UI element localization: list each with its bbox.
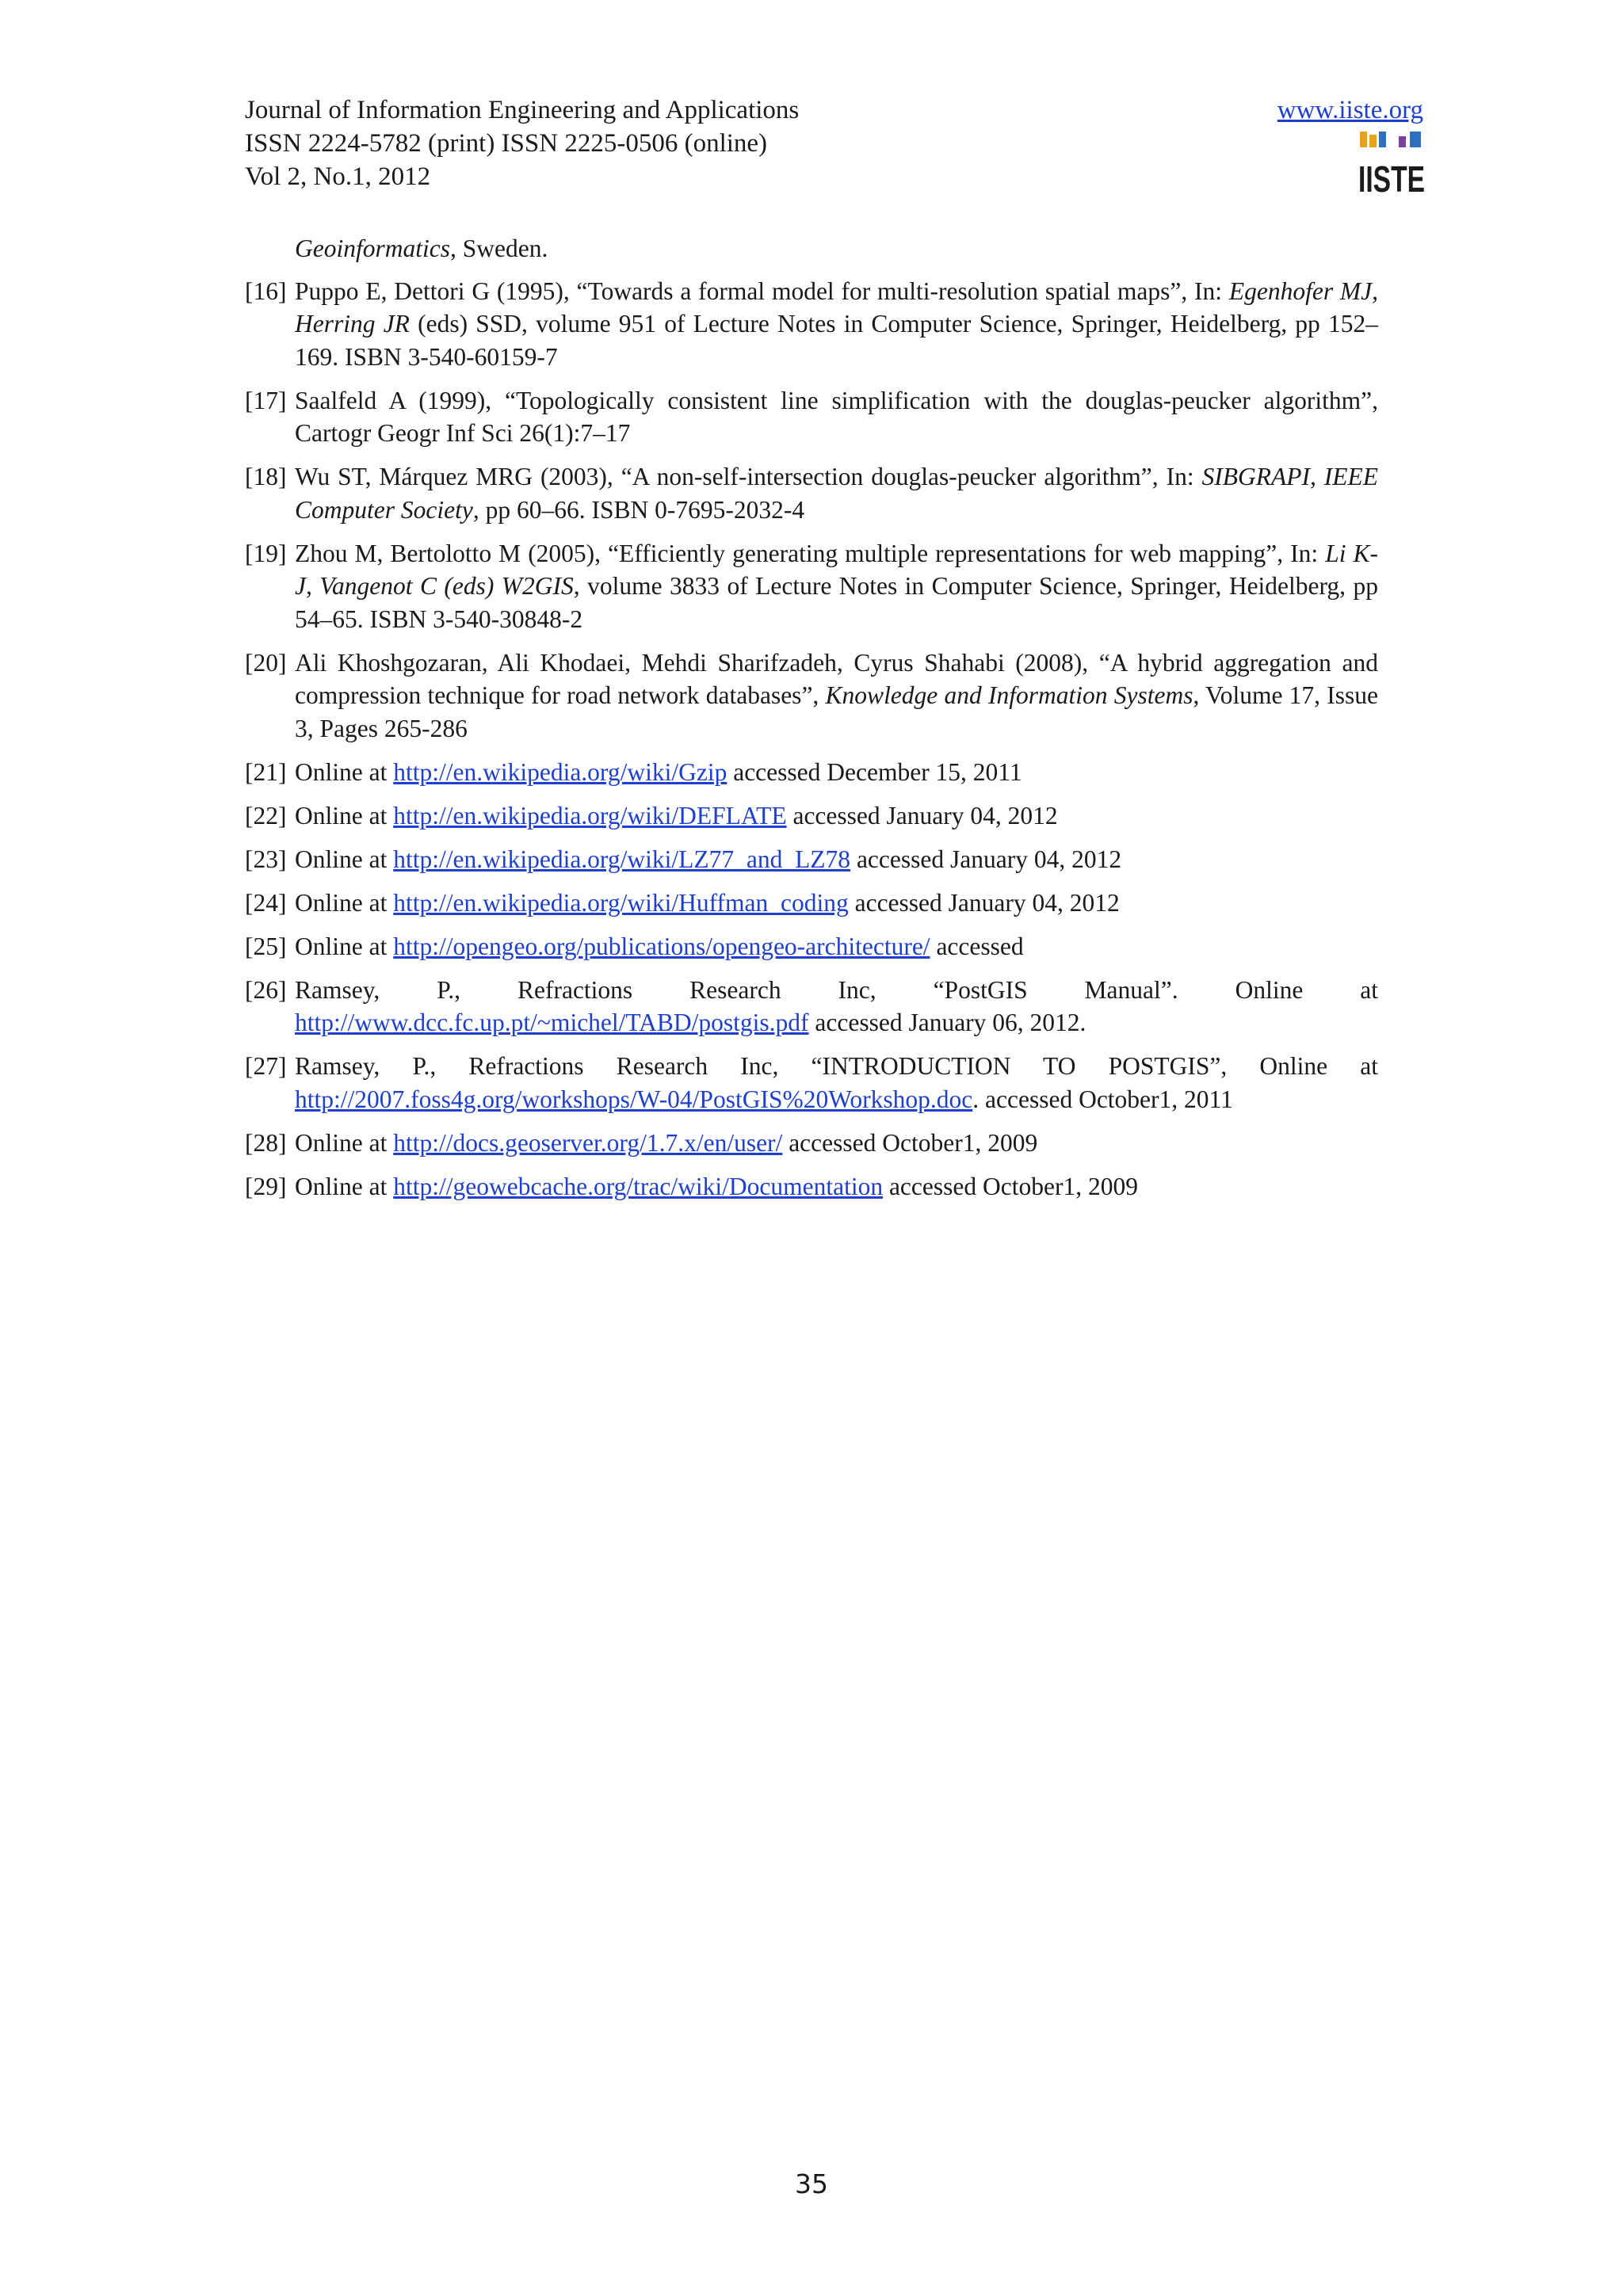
logo-bar-3 xyxy=(1379,132,1386,147)
logo-bar-4 xyxy=(1399,136,1406,147)
reference-text-part: accessed January 04, 2012 xyxy=(850,845,1122,873)
reference-item xyxy=(245,1170,1378,1203)
reference-text-part: , volume 3833 of Lecture Notes in Computer Science, Springer, Heidelberg, pp 54–65. ISBN 3-540-30848-2 xyxy=(295,572,1378,633)
reference-text-part: Online at xyxy=(295,1128,394,1157)
reference-text xyxy=(295,887,1378,920)
reference-text-part: Puppo E, Dettori G (1995), “Towards a formal model for multi-resolution spatial maps”, In: xyxy=(295,277,1229,305)
reference-text-part: accessed October1, 2009 xyxy=(883,1172,1138,1200)
reference-journal: Knowledge and Information Systems xyxy=(825,681,1193,709)
reference-number: [23] xyxy=(245,845,287,873)
reference-link[interactable]: http://www.dcc.fc.up.pt/~michel/TABD/postgis.pdf xyxy=(295,1009,809,1036)
reference-item xyxy=(245,384,1378,450)
logo-bar-1 xyxy=(1360,132,1367,147)
reference-editors: Li K-J, Vangenot C (eds) W2GIS xyxy=(295,539,1378,600)
journal-website-link[interactable]: www.iiste.org xyxy=(1277,96,1423,124)
reference-item xyxy=(245,843,1378,876)
reference-text xyxy=(295,843,1378,876)
reference-item xyxy=(245,646,1378,746)
reference-number: [28] xyxy=(245,1128,287,1157)
reference-text xyxy=(295,1170,1378,1203)
continuation-rest: , Sweden. xyxy=(449,235,548,262)
reference-link[interactable]: http://en.wikipedia.org/wiki/DEFLATE xyxy=(393,801,787,830)
reference-link[interactable]: http://en.wikipedia.org/wiki/Gzip xyxy=(393,757,727,786)
reference-text-part: accessed January 04, 2012 xyxy=(848,888,1120,917)
reference-text-part: Online at xyxy=(295,1172,394,1200)
reference-item xyxy=(245,887,1378,920)
reference-item xyxy=(245,1127,1378,1160)
reference-text-part: Online at xyxy=(295,888,394,917)
reference-text-part: Zhou M, Bertolotto M (2005), “Efficiently generating multiple representations for web mapping”, In: xyxy=(295,539,1326,567)
reference-text xyxy=(295,799,1378,833)
reference-text xyxy=(295,1050,1378,1116)
reference-link[interactable]: http://docs.geoserver.org/1.7.x/en/user/ xyxy=(393,1128,783,1157)
iiste-logo xyxy=(1358,130,1426,200)
reference-text-part: Online at xyxy=(295,845,394,873)
reference-link[interactable]: http://en.wikipedia.org/wiki/LZ77_and_LZ78 xyxy=(393,845,851,873)
reference-text-part: accessed October1, 2009 xyxy=(782,1128,1038,1157)
reference-text xyxy=(295,1127,1378,1160)
reference-item xyxy=(245,756,1378,789)
reference-number: [24] xyxy=(245,888,287,917)
reference-text-part: accessed xyxy=(930,932,1024,960)
reference-text-part: Ramsey, P., Refractions Research Inc, “INTRODUCTION TO POSTGIS”, Online at xyxy=(295,1052,1378,1080)
reference-text xyxy=(295,756,1378,789)
reference-text-part: Online at xyxy=(295,801,394,830)
page-number: 35 xyxy=(795,2168,828,2199)
reference-link[interactable]: http://2007.foss4g.org/workshops/W-04/PostGIS%20Workshop.doc xyxy=(295,1085,973,1113)
reference-venue: SIBGRAPI, IEEE Computer Society xyxy=(295,463,1378,524)
reference-text xyxy=(295,646,1378,746)
reference-text: Saalfeld A (1999), “Topologically consistent line simplification with the douglas-peucker algorithm”, Cartogr Geogr Inf Sci 26(1):7–17 xyxy=(295,386,1378,447)
reference-number: [18] xyxy=(245,463,287,490)
references-list xyxy=(245,232,1378,1214)
reference-link[interactable]: http://opengeo.org/publications/opengeo-architecture/ xyxy=(393,932,930,960)
journal-header xyxy=(245,93,799,193)
reference-text-part: . accessed October1, 2011 xyxy=(972,1085,1233,1113)
reference-number: [21] xyxy=(245,757,287,786)
reference-number: [16] xyxy=(245,277,287,305)
reference-text xyxy=(295,460,1378,526)
reference-link[interactable]: http://en.wikipedia.org/wiki/Huffman_coding xyxy=(393,888,849,917)
reference-text-part: accessed December 15, 2011 xyxy=(727,757,1022,786)
reference-item xyxy=(245,460,1378,526)
reference-number: [26] xyxy=(245,975,287,1004)
reference-text xyxy=(295,930,1378,963)
reference-number: [17] xyxy=(245,386,287,414)
reference-text-part: Wu ST, Márquez MRG (2003), “A non-self-intersection douglas-peucker algorithm”, In: xyxy=(295,463,1202,490)
logo-text: IISTE xyxy=(1358,158,1425,200)
reference-number: [27] xyxy=(245,1052,287,1080)
reference-item xyxy=(245,275,1378,374)
reference-text-part: Ramsey, P., Refractions Research Inc, “PostGIS Manual”. Online at xyxy=(295,975,1378,1004)
reference-item xyxy=(245,974,1378,1039)
reference-text xyxy=(295,275,1378,374)
journal-volume: Vol 2, No.1, 2012 xyxy=(245,162,431,191)
reference-number: [19] xyxy=(245,539,287,567)
reference-number: [25] xyxy=(245,932,287,960)
reference-continuation xyxy=(245,232,1378,265)
reference-number: [29] xyxy=(245,1172,287,1200)
reference-link[interactable]: http://geowebcache.org/trac/wiki/Documentation xyxy=(393,1172,884,1200)
reference-item xyxy=(245,537,1378,636)
logo-bar-5 xyxy=(1410,132,1421,147)
reference-text-part: Online at xyxy=(295,932,394,960)
reference-item xyxy=(245,930,1378,963)
logo-bar-2 xyxy=(1369,135,1377,147)
reference-text-part: Ali Khoshgozaran, Ali Khodaei, Mehdi Sharifzadeh, Cyrus Shahabi (2008), “A hybrid aggregation and compression technique for road network databases”, xyxy=(295,648,1378,709)
reference-number: [22] xyxy=(245,801,287,830)
reference-item xyxy=(245,799,1378,833)
reference-item xyxy=(245,1050,1378,1116)
reference-text-part: accessed January 06, 2012. xyxy=(808,1009,1086,1036)
reference-text-part: , pp 60–66. ISBN 0-7695-2032-4 xyxy=(472,495,805,524)
continuation-journal: Geoinformatics xyxy=(295,235,450,262)
reference-text-part: Online at xyxy=(295,757,394,786)
reference-text-part: accessed January 04, 2012 xyxy=(786,801,1058,830)
reference-text xyxy=(295,974,1378,1039)
reference-number: [20] xyxy=(245,648,287,677)
reference-text-part: (eds) SSD, volume 951 of Lecture Notes in Computer Science, Springer, Heidelberg, pp 152–169. ISBN 3-540-60159-7 xyxy=(295,310,1378,371)
reference-text xyxy=(295,537,1378,636)
journal-title: Journal of Information Engineering and Applications xyxy=(245,96,800,124)
reference-text-part: , Volume 17, Issue 3, Pages 265-286 xyxy=(295,681,1379,742)
reference-editors: Egenhofer MJ, Herring JR xyxy=(295,277,1379,338)
journal-issn: ISSN 2224-5782 (print) ISSN 2225-0506 (online) xyxy=(245,129,768,158)
